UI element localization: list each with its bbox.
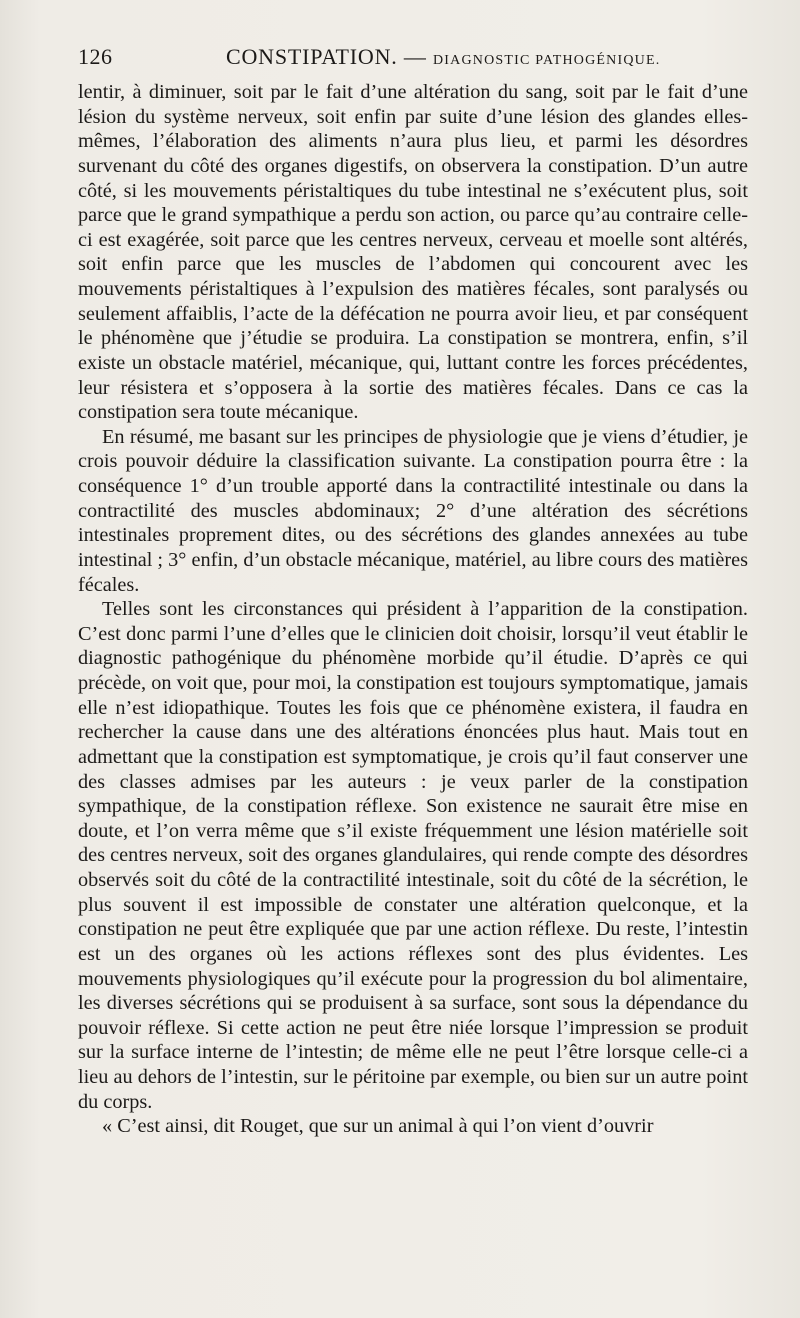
title-dash: — xyxy=(403,44,427,69)
paragraph-continuation: lentir, à diminuer, soit par le fait d’une altération du sang, soit par le fait d’une lésion du système nerveux, soit enfin par suite d’une lésion des glandes elles-mêmes, l’élaboration des aliments n’aura plus lieu, et parmi les désordres survenant du côté des organes digestifs, on observera la constipation. D’un autre côté, si les mouvements péristaltiques du tube intestinal ne s’exécutent plus, soit parce que le grand sympathique a perdu son action, ou parce qu’au contraire celle-ci est exagérée, soit parce que les centres nerveux, cerveau et moelle sont altérés, soit enfin parce que les muscles de l’abdomen qui concourent avec les mouvements péristaltiques à l’expulsion des matières fécales, sont paralysés ou seulement affaiblis, l’acte de la défécation ne pourra avoir lieu, et par conséquent le phénomène que j’étudie se produira. La constipation se montrera, enfin, s’il existe un obstacle matériel, mécanique, qui, luttant contre les forces précédentes, leur résistera et s’opposera à la sortie des matières fécales. Dans ce cas la constipation sera toute mécanique. xyxy=(78,81,748,424)
paragraph-circumstances: Telles sont les circonstances qui président à l’apparition de la constipation. C’est donc parmi l’une d’elles que le clinicien doit choisir, lorsqu’il veut établir le diagnostic pathogénique du phénomène morbide qu’il étudie. D’après ce qui précède, on voit que, pour moi, la constipation est toujours symptomatique, jamais elle n’est idiopathique. Toutes les fois que ce phénomène existera, il faudra en rechercher la cause dans une des altérations énoncées plus haut. Mais tout en admettant que la constipation est symptomatique, je crois qu’il faut conserver une des classes admises par les auteurs : je veux parler de la constipation sympathique, de la constipation réflexe. Son existence ne saurait être mise en doute, et l’on verra même que s’il existe fréquemment une lésion matérielle soit des centres nerveux, soit des organes glandulaires, qui rende compte des désordres observés soit du côté de la contractilité intestinale, soit du côté de la sécrétion, le plus souvent il est impossible de constater une altération quelconque, et la constipation ne peut être expliquée que par une action réflexe. Du reste, l’intestin est un des organes où les actions réflexes sont des plus évidentes. Les mouvements physiologiques qu’il exécute pour la progression du bol alimentaire, les diverses sécrétions qui se produisent à sa surface, sont sous la dépendance du pouvoir réflexe. Si cette action ne peut être niée lorsque l’impression se produit sur la surface interne de l’intestin; de même elle ne peut l’être lorsque celle-ci a lieu au dehors de l’intestin, sur le péritoine par exemple, ou bien sur un autre point du corps. xyxy=(78,598,748,1113)
page-number: 126 xyxy=(78,44,113,69)
body-text xyxy=(78,80,748,1139)
paragraph-summary: En résumé, me basant sur les principes de physiologie que je viens d’étudier, je crois pouvoir déduire la classification suivante. La constipation pourra être : la conséquence 1° d’un trouble apporté dans la contractilité intestinale ou dans la contractilité des muscles abdominaux; 2° d’une altération des sécrétions intestinales proprement dites, ou des sécrétions des glandes annexées au tube intestinal ; 3° enfin, d’un obstacle mécanique, matériel, au libre cours des matières fécales. xyxy=(78,425,748,596)
running-head xyxy=(78,38,748,74)
chapter-title: CONSTIPATION. xyxy=(226,44,398,69)
section-subtitle: DIAGNOSTIC PATHOGÉNIQUE. xyxy=(433,53,661,68)
running-title xyxy=(226,44,660,70)
paragraph-quotation: « C’est ainsi, dit Rouget, que sur un animal à qui l’on vient d’ouvrir xyxy=(102,1115,654,1138)
